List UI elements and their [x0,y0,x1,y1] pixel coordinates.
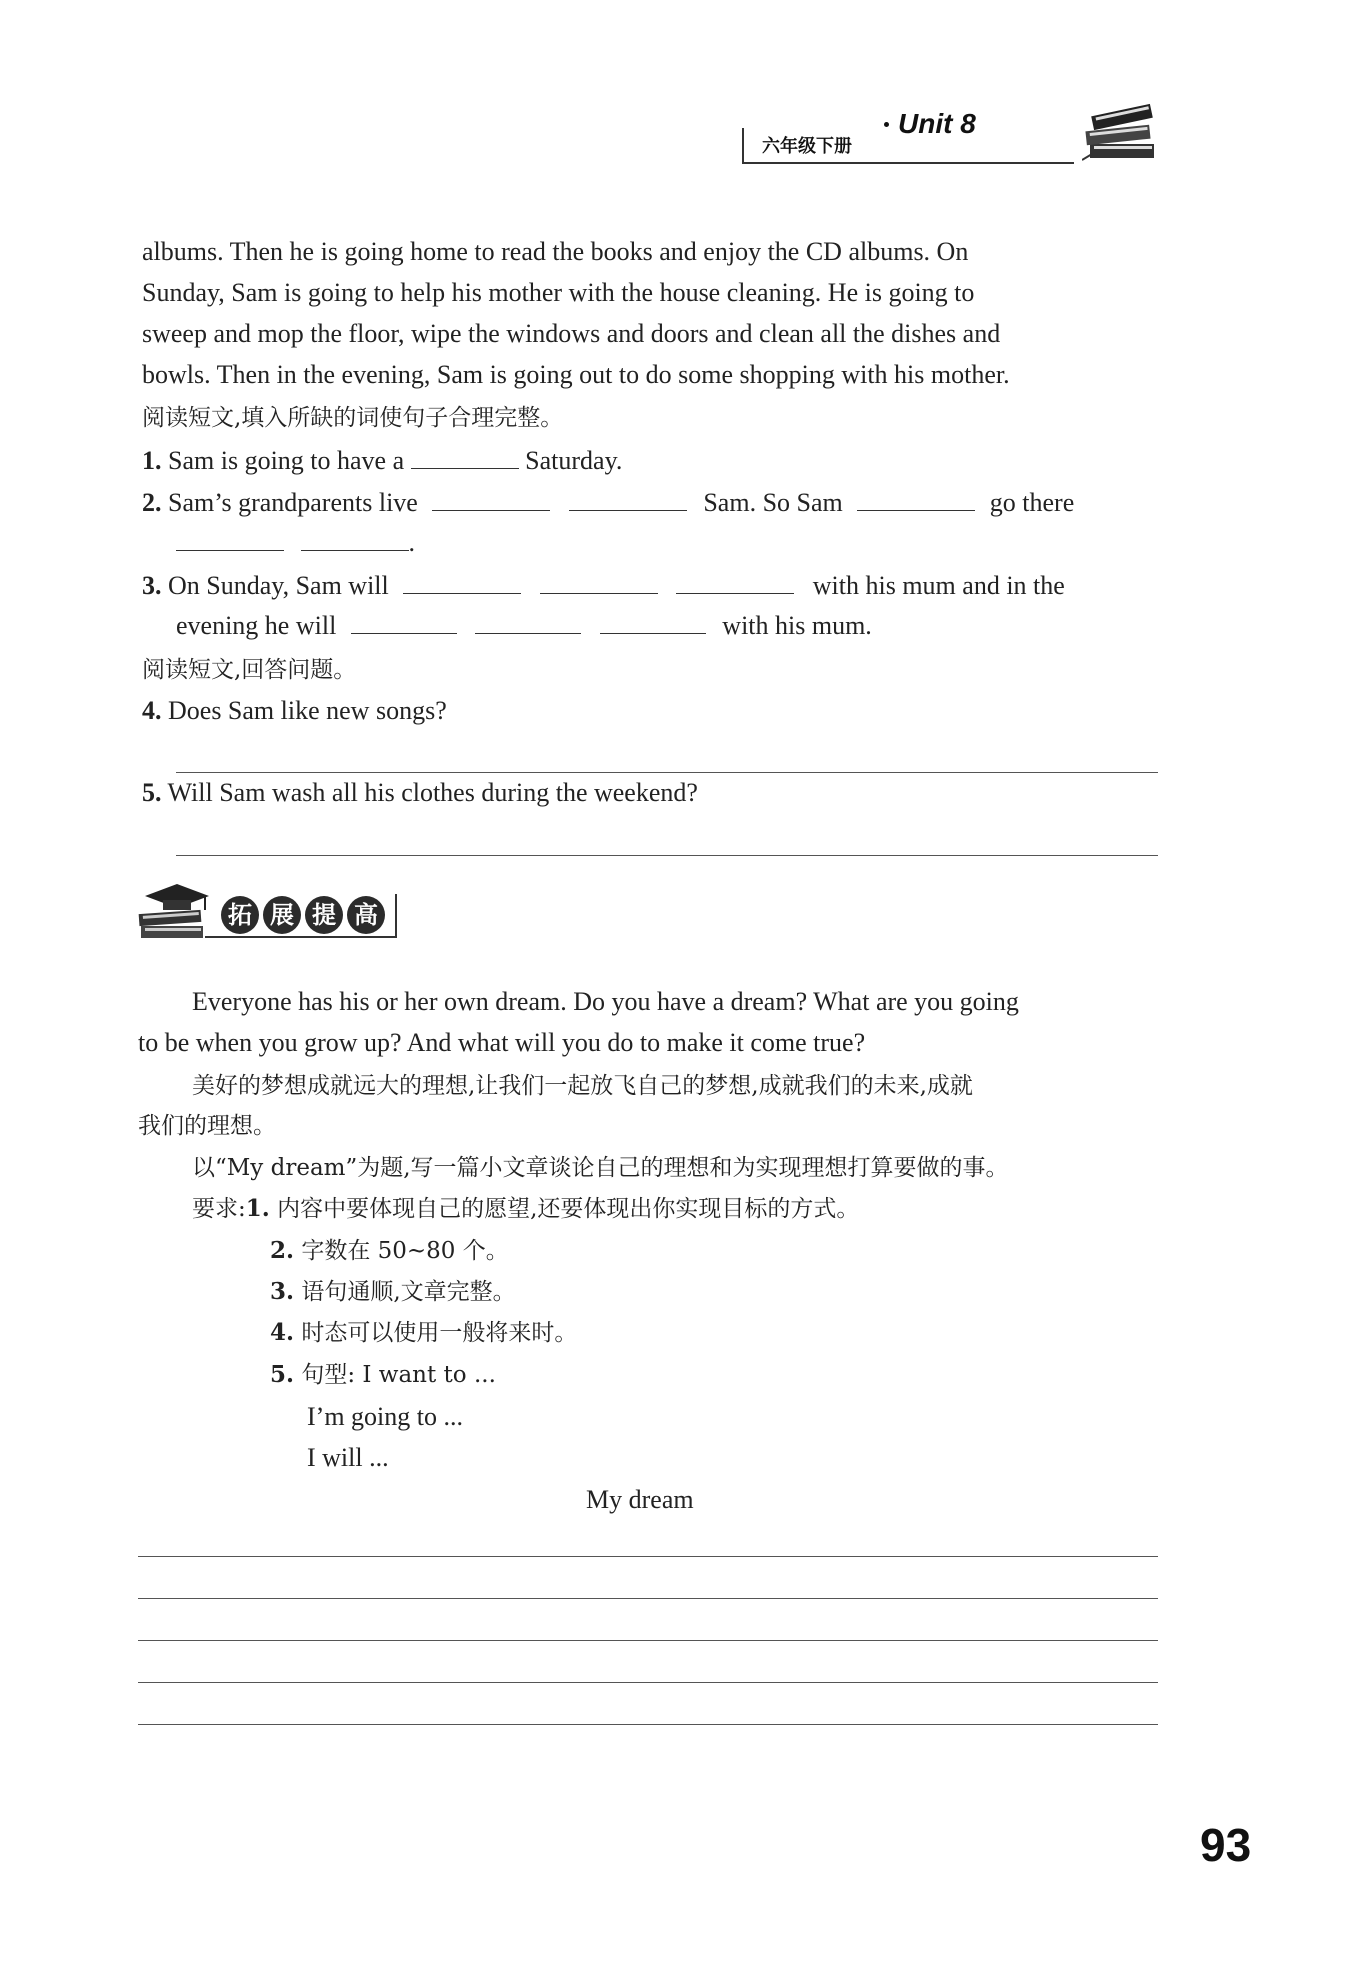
writing-line[interactable] [138,1556,1158,1557]
question-number: 2. [142,488,162,517]
books-stack-icon [1082,98,1162,168]
requirement-item [192,1193,859,1225]
graduation-books-icon [135,878,211,950]
grade-label: 六年级下册 [762,136,852,157]
requirement-text: 内容中要体现自己的愿望,还要体现出你实现目标的方式。 [277,1196,860,1222]
requirement-number: 5. [270,1361,295,1388]
answer-blank[interactable] [676,571,794,594]
question-5 [142,777,698,809]
sentence-pattern: I will ... [307,1443,389,1472]
requirement-text: 字数在 50~80 个。 [301,1238,509,1264]
question-text: go there [989,488,1075,517]
answer-blank[interactable] [857,488,975,511]
fill-instruction: 阅读短文,填入所缺的词使句子合理完整。 [142,405,564,431]
question-4 [142,695,447,727]
requirement-item [270,1317,577,1349]
question-number: 1. [142,446,162,475]
requirement-text: 时态可以使用一般将来时。 [301,1320,578,1346]
section-banner [135,872,415,952]
essay-title: My dream [586,1485,694,1514]
intro-zh-line: 美好的梦想成就远大的理想,让我们一起放飞自己的梦想,成就我们的未来,成就 [192,1073,973,1099]
answer-blank[interactable] [475,611,581,634]
answer-blank[interactable] [569,488,687,511]
banner-char: 拓 [221,896,259,934]
question-text: On Sunday, Sam will [168,571,389,600]
banner-char: 高 [347,896,385,934]
question-text: . [408,528,415,557]
question-3 [142,570,1065,602]
requirement-number: 4. [270,1319,295,1346]
question-text: evening he will [176,611,337,640]
answer-blank[interactable] [411,446,519,469]
question-text: with his mum and in the [812,571,1065,600]
banner-char: 提 [305,896,343,934]
question-text: Sam. So Sam [703,488,843,517]
question-number: 5. [142,778,162,807]
requirement-item [270,1235,509,1267]
question-text: Saturday. [525,446,623,475]
answer-blank[interactable] [432,488,550,511]
question-2-continued [176,527,415,559]
answer-line[interactable] [176,855,1158,856]
requirement-label: 要求: [192,1196,246,1222]
unit-title: Unit 8 [898,108,976,139]
answer-blank[interactable] [540,571,658,594]
writing-line[interactable] [138,1724,1158,1725]
writing-line[interactable] [138,1598,1158,1599]
question-1 [142,445,622,477]
question-number: 3. [142,571,162,600]
answer-line[interactable] [176,772,1158,773]
question-number: 4. [142,696,162,725]
passage-line: albums. Then he is going home to read the books and enjoy the CD albums. On [142,237,969,266]
passage-line: sweep and mop the floor, wipe the windows and doors and clean all the dishes and [142,319,1001,348]
writing-line[interactable] [138,1640,1158,1641]
page-number: 93 [1200,1819,1252,1871]
question-2 [142,487,1074,519]
answer-blank[interactable] [403,571,521,594]
requirement-item [270,1359,496,1391]
writing-line[interactable] [138,1682,1158,1683]
answer-blank[interactable] [301,528,409,551]
sentence-pattern: I’m going to ... [307,1402,463,1431]
header-dot [884,122,889,127]
answer-blank[interactable] [600,611,706,634]
answer-instruction: 阅读短文,回答问题。 [142,657,357,683]
requirement-number: 1. [245,1195,270,1222]
requirement-number: 2. [270,1237,295,1264]
requirement-text: 语句通顺,文章完整。 [301,1279,516,1305]
question-text: Sam is going to have a [168,446,405,475]
question-text: Does Sam like new songs? [168,696,447,725]
question-text: Sam’s grandparents live [168,488,418,517]
intro-line: Everyone has his or her own dream. Do you have a dream? What are you going [192,987,1019,1016]
requirement-item [270,1276,516,1308]
requirement-number: 3. [270,1278,295,1305]
question-text: Will Sam wash all his clothes during the weekend? [167,778,698,807]
intro-zh-line: 我们的理想。 [138,1113,276,1139]
requirement-text: 句型: I want to ... [301,1362,496,1388]
passage-line: bowls. Then in the evening, Sam is going out to do some shopping with his mother. [142,360,1010,389]
question-3-continued [176,610,872,642]
intro-line: to be when you grow up? And what will you do to make it come true? [138,1028,866,1057]
banner-char: 展 [263,896,301,934]
answer-blank[interactable] [351,611,457,634]
task-description: 以“My dream”为题,写一篇小文章谈论自己的理想和为实现理想打算要做的事。 [192,1155,1009,1181]
answer-blank[interactable] [176,528,284,551]
question-text: with his mum. [722,611,872,640]
passage-line: Sunday, Sam is going to help his mother with the house cleaning. He is going to [142,278,975,307]
